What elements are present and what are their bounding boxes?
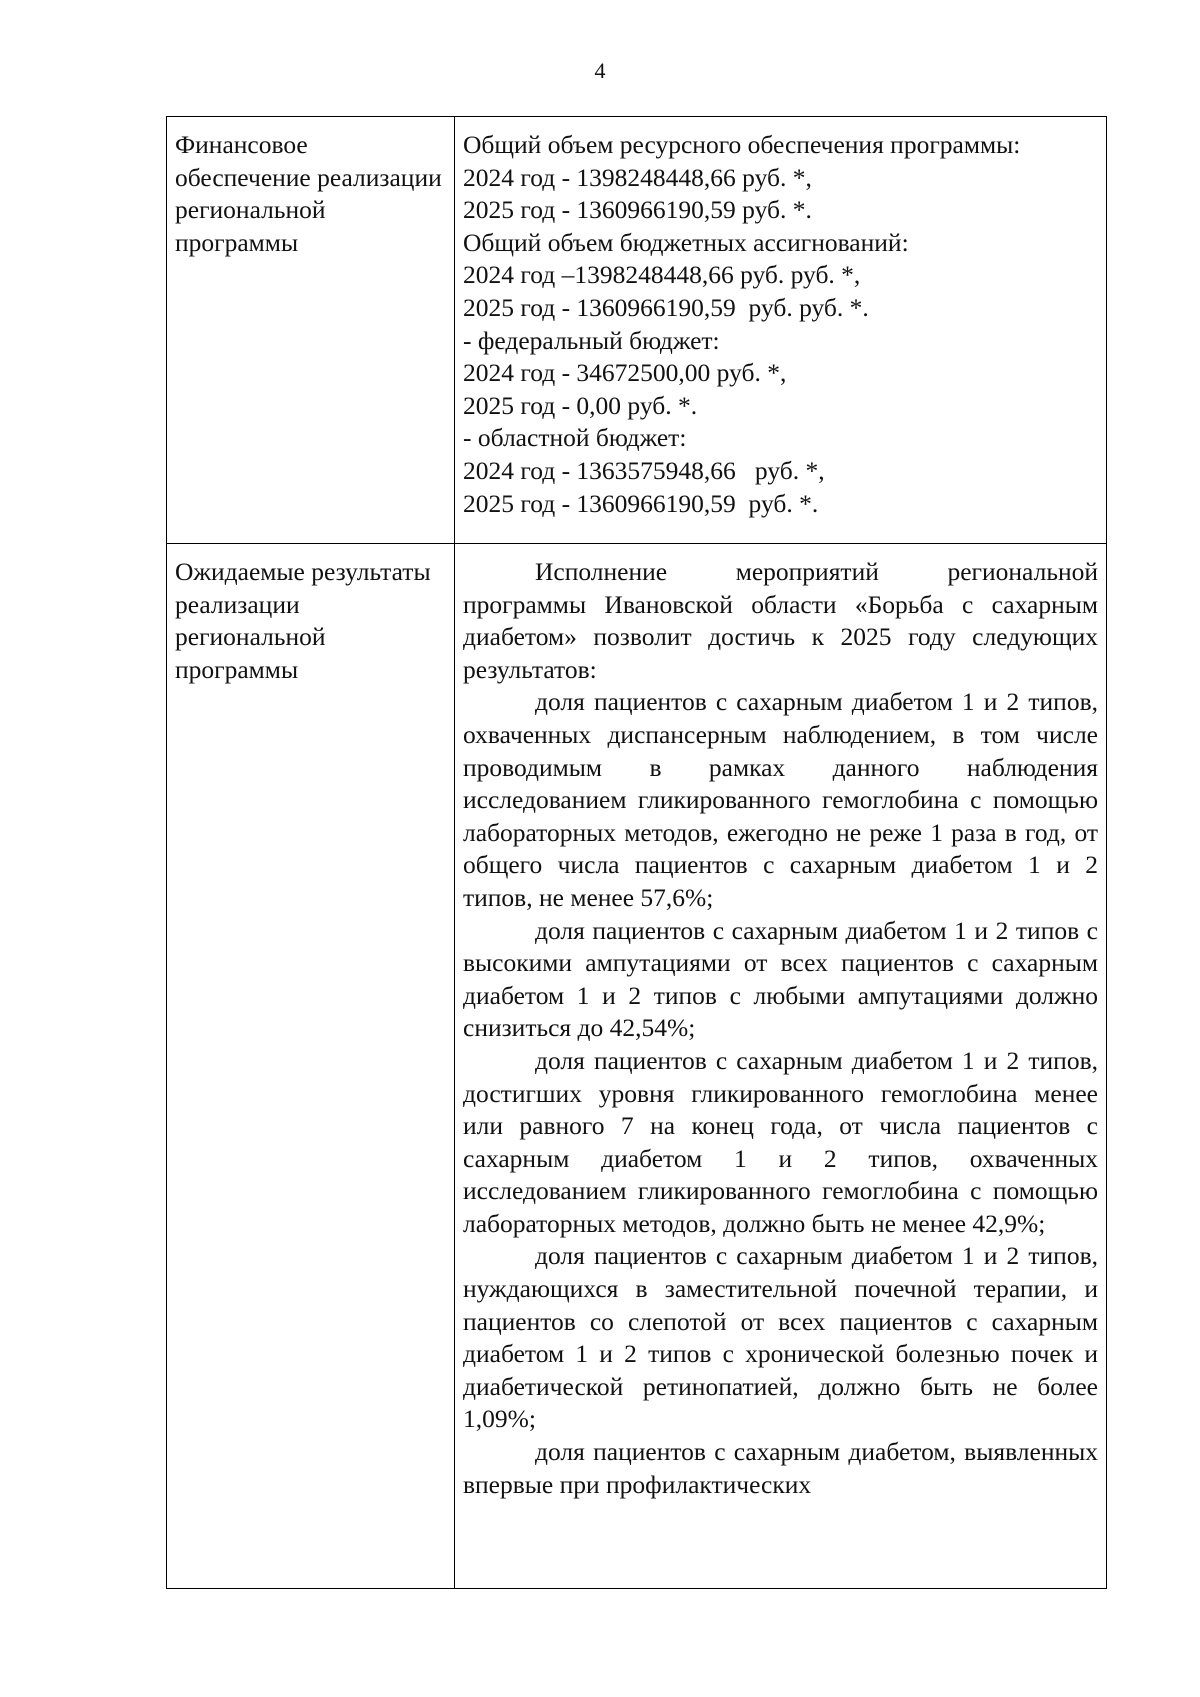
row-label-expected-results: Ожидаемые результаты реализации региональной программы bbox=[167, 544, 455, 1589]
financing-line: 2025 год - 0,00 руб. *. bbox=[463, 390, 698, 420]
financing-line: 2024 год - 34672500,00 руб. *, bbox=[463, 358, 787, 388]
financing-line: Общий объем бюджетных ассигнований: bbox=[463, 227, 909, 257]
financing-line: - федеральный бюджет: bbox=[463, 325, 720, 355]
results-paragraph: доля пациентов с сахарным диабетом 1 и 2 типов, достигших уровня гликированного гемоглобина менее или равного 7 на конец года, от числа пациентов с сахарным диабетом 1 и 2 типов, охваченных исследованием гликированного гемоглобина с помощью лабораторных методов, должно быть не менее 42,9%; bbox=[463, 1045, 1098, 1238]
page-number: 4 bbox=[594, 58, 606, 83]
table-row-financing bbox=[167, 117, 1107, 544]
financing-line: - областной бюджет: bbox=[463, 423, 687, 453]
results-paragraph: доля пациентов с сахарным диабетом 1 и 2 типов, охваченных диспансерным наблюдением, в том числе проводимым в рамках данного наблюдения исследованием гликированного гемоглобина с помощью лабораторных методов, ежегодно не реже 1 раза в год, от общего числа пациентов с сахарным диабетом 1 и 2 типов, не менее 57,6%; bbox=[463, 687, 1098, 912]
results-paragraph: доля пациентов с сахарным диабетом, выявленных впервые при профилактических bbox=[463, 1437, 1098, 1499]
financing-line: 2025 год - 1360966190,59 руб. *. bbox=[463, 195, 812, 225]
row-value-financing bbox=[455, 117, 1107, 544]
financing-line: 2025 год - 1360966190,59 руб. руб. *. bbox=[463, 292, 869, 322]
financing-line: 2024 год –1398248448,66 руб. руб. *, bbox=[463, 260, 861, 290]
financing-line: Общий объем ресурсного обеспечения программы: bbox=[463, 130, 1021, 159]
results-paragraph: доля пациентов с сахарным диабетом 1 и 2 типов с высокими ампутациями от всех пациентов с сахарным диабетом 1 и 2 типов с любыми ампутациями должно снизиться до 42,54%; bbox=[463, 915, 1098, 1043]
results-paragraph: Исполнение мероприятий региональной программы Ивановской области «Борьба с сахарным диабетом» позволит достичь к 2025 году следующих результатов: bbox=[463, 557, 1098, 684]
financing-line: 2025 год - 1360966190,59 руб. *. bbox=[463, 488, 819, 518]
row-label-financing: Финансовое обеспечение реализации региональной программы bbox=[167, 117, 455, 544]
row-value-expected-results bbox=[455, 544, 1107, 1589]
table-row-expected-results bbox=[167, 544, 1107, 1589]
program-passport-table bbox=[166, 116, 1107, 1589]
financing-line: 2024 год - 1398248448,66 руб. *, bbox=[463, 162, 812, 192]
financing-line: 2024 год - 1363575948,66 руб. *, bbox=[463, 455, 825, 485]
results-paragraph: доля пациентов с сахарным диабетом 1 и 2 типов, нуждающихся в заместительной почечной терапии, и пациентов со слепотой от всех пациентов с сахарным диабетом 1 и 2 типов с хронической болезнью почек и диабетической ретинопатией, должно быть не более 1,09%; bbox=[463, 1241, 1098, 1434]
